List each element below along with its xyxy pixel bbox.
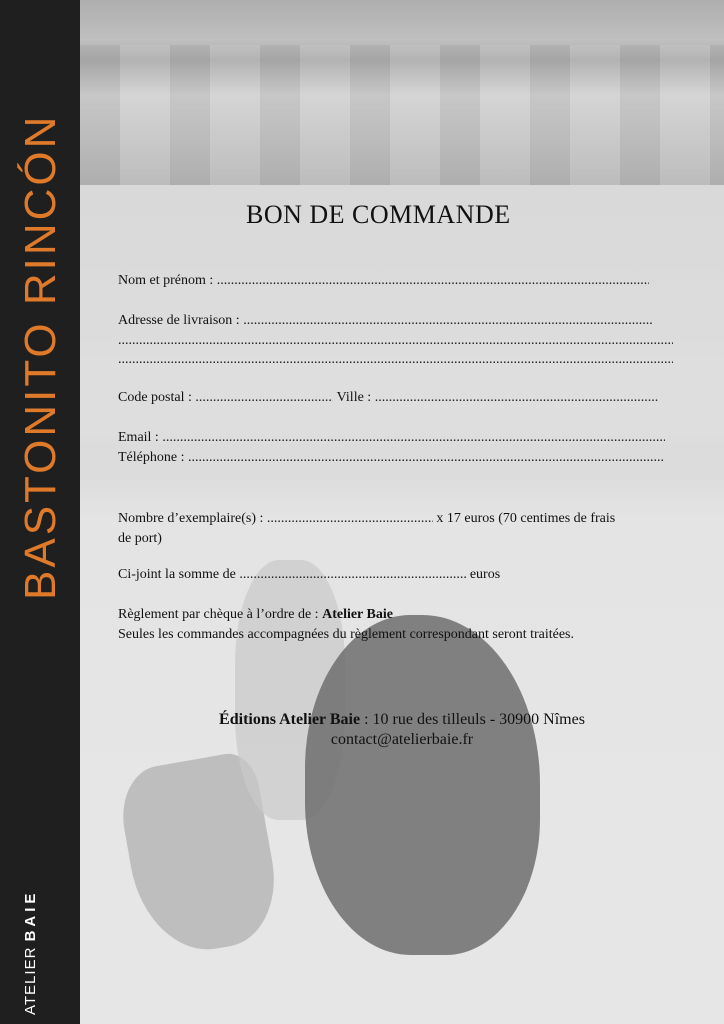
sum-row[interactable] [118,567,673,583]
sum-label: Ci-joint la somme de [118,567,236,582]
address-label: Adresse de livraison : [118,313,240,328]
address-field[interactable] [243,313,653,329]
phone-label: Téléphone : [118,450,185,465]
payment-payee: Atelier Baie [322,607,393,622]
copies-price: x 17 euros (70 centimes de frais [436,511,616,526]
footer-publisher: Éditions Atelier Baie [219,711,361,728]
name-field-row[interactable] [118,273,673,289]
payment-note: Seules les commandes accompagnées du règlement correspondant seront traitées. [118,627,575,642]
email-field[interactable] [162,430,665,446]
footer-address: : 10 rue des tilleuls - 30900 Nîmes [360,711,585,728]
spine-title: BASTONITO RINCÓN [16,113,65,600]
postal-label: Code postal : [118,390,192,405]
city-field[interactable] [375,390,659,406]
address-field-row[interactable] [118,313,673,329]
name-label: Nom et prénom : [118,273,214,288]
email-label: Email : [118,430,159,445]
address-line-2[interactable] [118,333,673,349]
email-field-row[interactable] [118,430,673,446]
address-field-line-3[interactable] [118,352,673,368]
sum-unit: euros [469,567,501,582]
payment-block [118,605,673,645]
postal-field[interactable] [195,390,333,406]
spine-publisher [22,890,39,1015]
spine-publisher-light: ATELIER [22,946,39,1015]
sum-field[interactable] [239,567,466,583]
copies-field[interactable] [267,509,433,529]
form-title: BON DE COMMANDE [246,200,511,229]
publisher-footer [80,710,724,750]
city-label: Ville : [336,390,372,405]
address-field-line-2[interactable] [118,333,673,349]
copies-row [118,509,673,549]
payment-label: Règlement par chèque à l’ordre de : [118,607,319,622]
footer-email[interactable]: contact@atelierbaie.fr [330,731,474,748]
postal-city-row[interactable] [118,390,673,406]
phone-field-row[interactable] [118,450,673,466]
name-field[interactable] [217,273,649,289]
address-line-3[interactable] [118,352,673,368]
spine-publisher-bold: BAIE [22,889,39,942]
book-spine [0,0,80,1024]
phone-field[interactable] [188,450,664,466]
copies-price-line2: de port) [118,531,162,546]
copies-label: Nombre d’exemplaire(s) : [118,511,264,526]
